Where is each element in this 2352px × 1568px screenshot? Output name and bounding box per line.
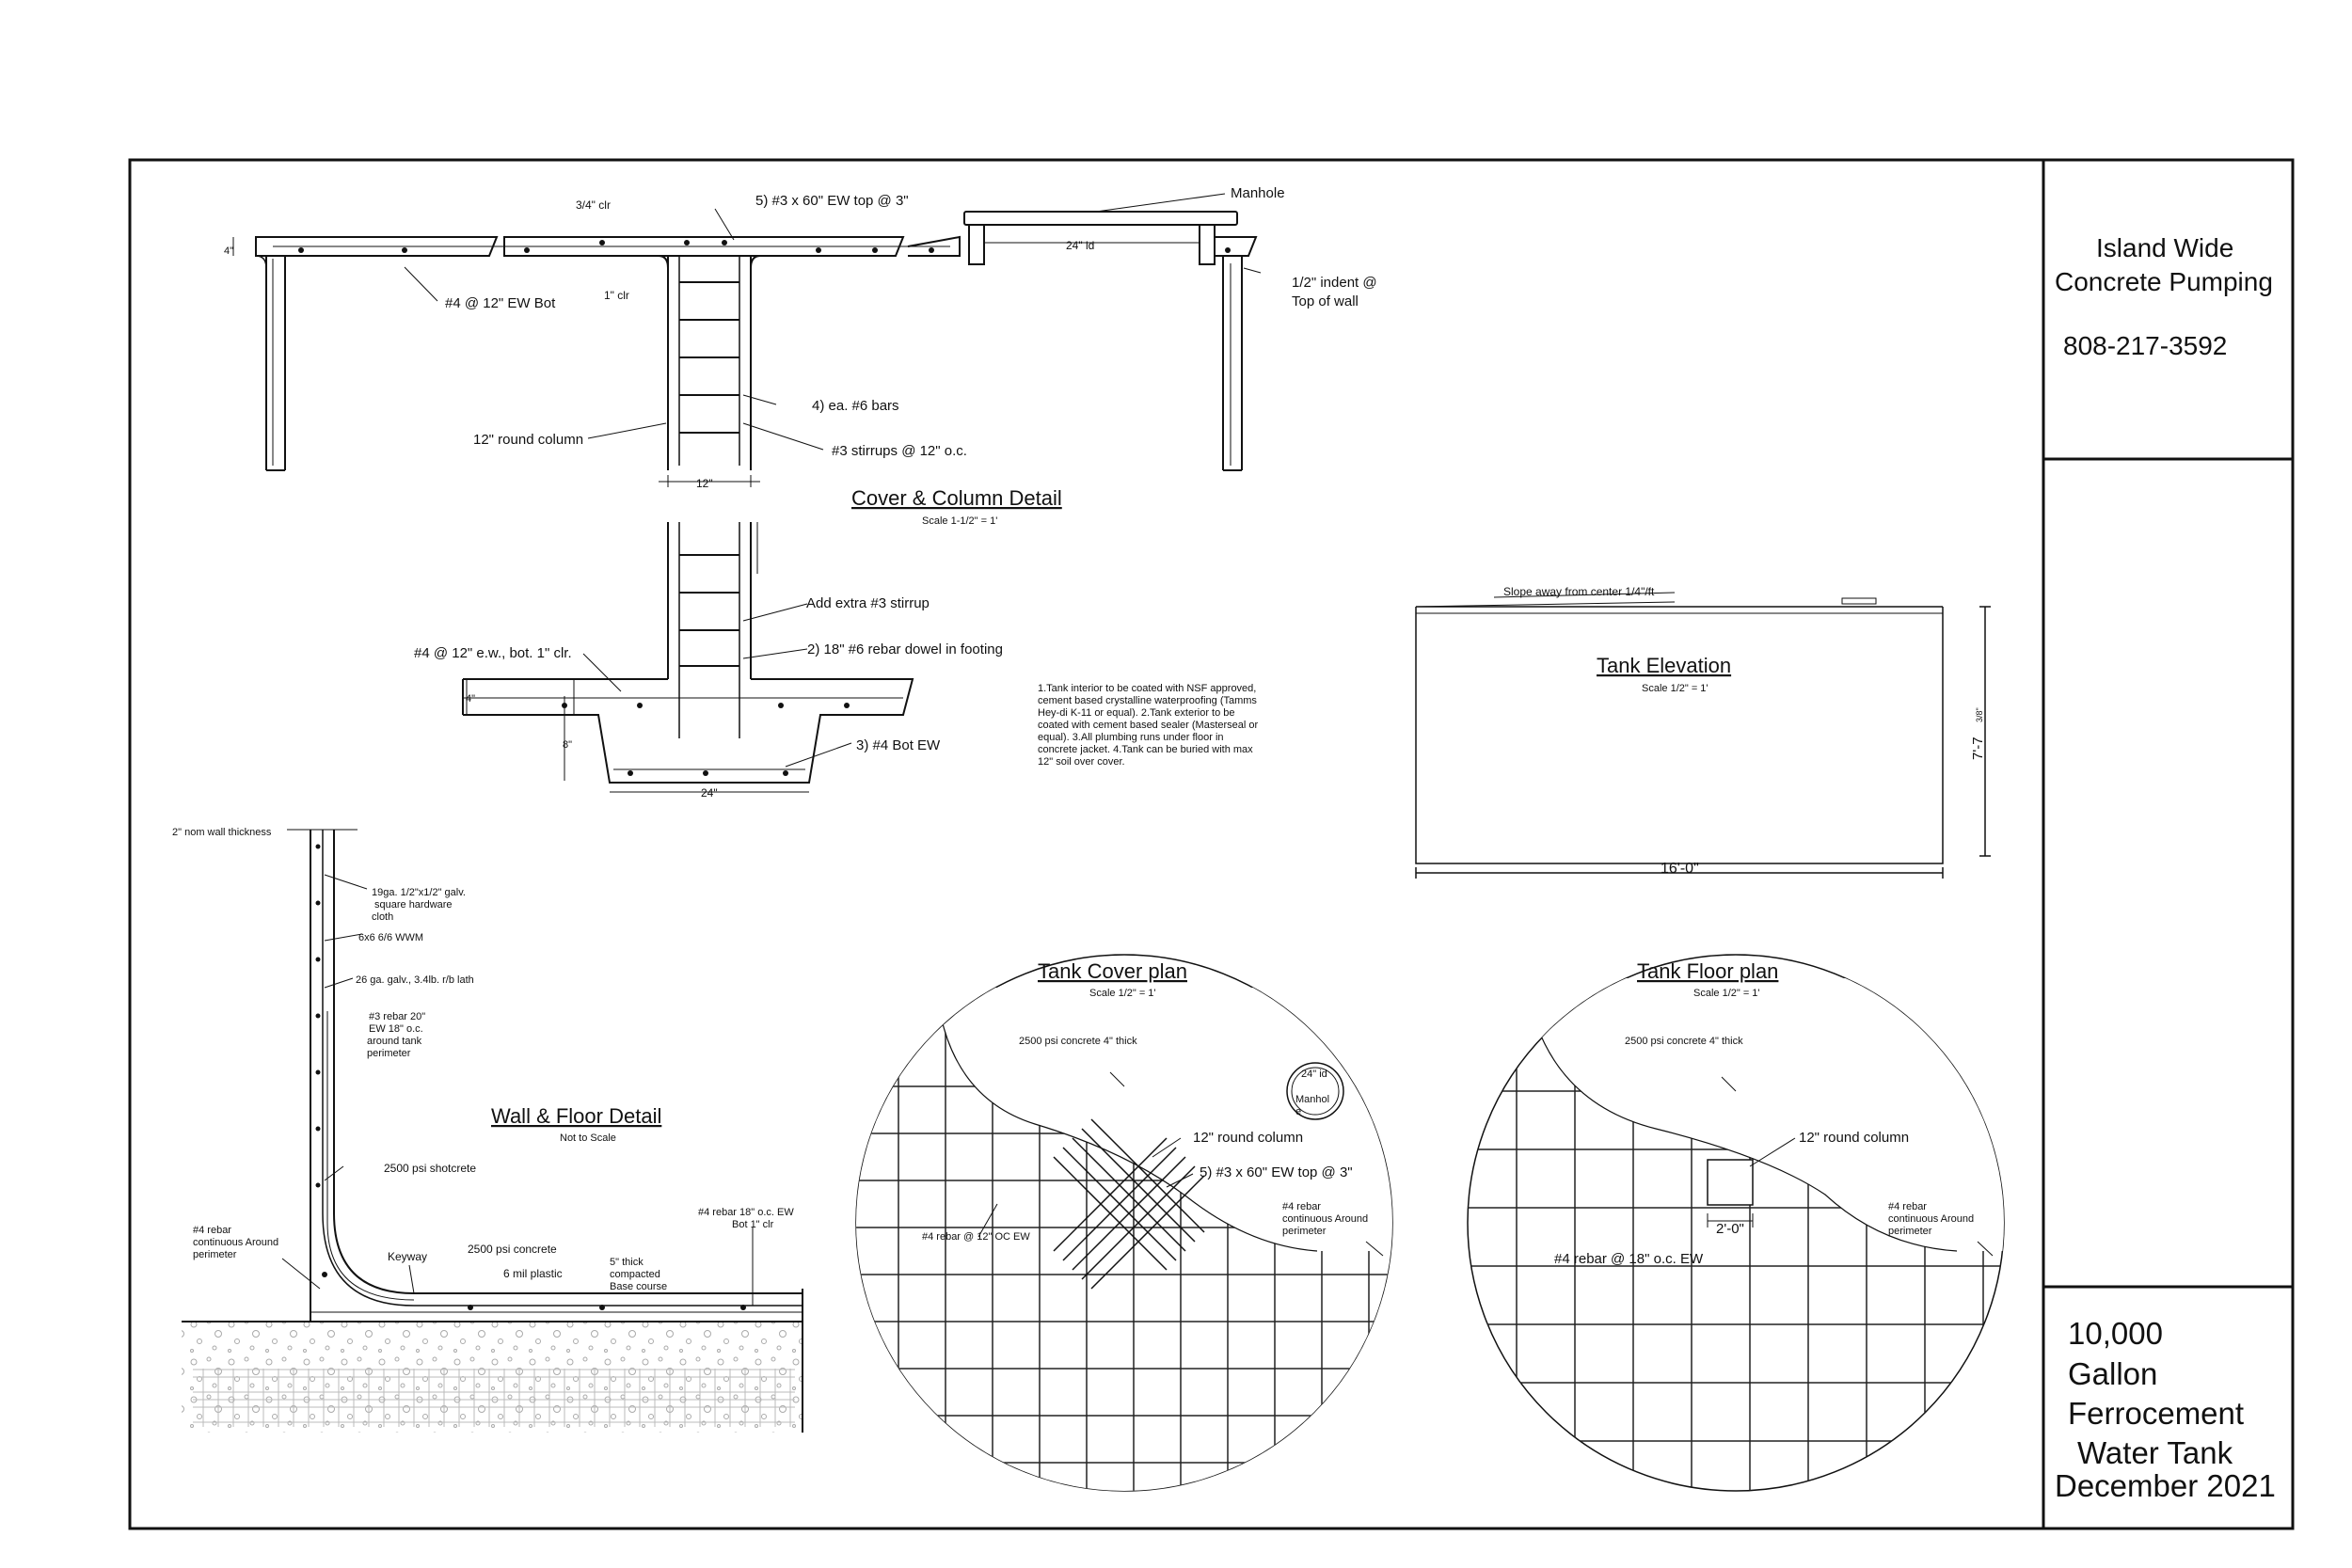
- label-cloth2: square hardware: [374, 899, 453, 911]
- note-line: 12" soil over cover.: [1038, 756, 1125, 768]
- label-dim4: 4": [224, 245, 234, 257]
- floor-plan-column: 12" round column: [1799, 1130, 1910, 1146]
- project-line1: 10,000: [2068, 1316, 2163, 1351]
- floor-plan-cont3: perimeter: [1888, 1226, 1932, 1237]
- label-cloth1: 19ga. 1/2"x1/2" galv.: [372, 887, 466, 898]
- project-line3: Ferrocement: [2068, 1396, 2245, 1431]
- project-date: December 2021: [2055, 1468, 2276, 1503]
- label-cloth3: cloth: [372, 911, 394, 923]
- elevation-title: Tank Elevation: [1597, 654, 1732, 677]
- cover-plan-scale: Scale 1/2" = 1': [1089, 988, 1156, 999]
- label-base1: 5" thick: [610, 1257, 644, 1268]
- label-clr34: 3/4" clr: [576, 198, 611, 212]
- project-line4: Water Tank: [2077, 1435, 2233, 1470]
- floor-plan-concrete: 2500 psi concrete 4" thick: [1625, 1036, 1743, 1047]
- floor-plan-dim: 2'-0": [1716, 1221, 1744, 1237]
- label-keyway: Keyway: [388, 1250, 428, 1263]
- label-dim12: 12": [696, 477, 713, 490]
- cover-plan-title: Tank Cover plan: [1038, 959, 1187, 983]
- cover-column-title: Cover & Column Detail: [851, 486, 1062, 510]
- cover-plan-manhole1: Manhol: [1295, 1094, 1330, 1105]
- tank-elevation: [1416, 593, 1991, 879]
- cover-plan-manhole2: e: [1295, 1106, 1302, 1117]
- label-cont3: perimeter: [193, 1249, 237, 1260]
- label-plastic: 6 mil plastic: [503, 1267, 563, 1280]
- label-lath: 26 ga. galv., 3.4lb. r/b lath: [356, 974, 474, 986]
- label-column: 12" round column: [473, 432, 584, 448]
- label-oc2: Bot 1" clr: [732, 1219, 774, 1230]
- cover-column-scale: Scale 1-1/2" = 1': [922, 515, 998, 527]
- floor-plan-cont1: #4 rebar: [1888, 1201, 1927, 1212]
- wall-floor-detail: [182, 830, 803, 1433]
- label-dowel: 2) 18" #6 rebar dowel in footing: [807, 641, 1003, 657]
- elevation-scale: Scale 1/2" = 1': [1642, 683, 1708, 694]
- label-top-bars: 5) #3 x 60" EW top @ 3": [755, 193, 909, 209]
- company-phone: 808-217-3592: [2063, 331, 2228, 360]
- label-concrete: 2500 psi concrete: [468, 1243, 557, 1256]
- label-cont1: #4 rebar: [193, 1225, 231, 1236]
- label-rebar3: around tank: [367, 1036, 422, 1047]
- floor-plan-title: Tank Floor plan: [1637, 959, 1779, 983]
- company-line1: Island Wide: [2096, 233, 2234, 262]
- cover-plan-cont1: #4 rebar: [1282, 1201, 1321, 1212]
- label-dim24: 24": [701, 786, 718, 800]
- label-manhole: Manhole: [1231, 185, 1285, 201]
- note-line: concrete jacket. 4.Tank can be buried with max: [1038, 744, 1253, 755]
- label-indent2: Top of wall: [1292, 293, 1359, 309]
- company-line2: Concrete Pumping: [2055, 267, 2273, 296]
- label-dim8: 8": [563, 739, 573, 751]
- label-clr1: 1" clr: [604, 289, 629, 302]
- elevation-width: 16'-0": [1661, 861, 1699, 877]
- label-wall: 2" nom wall thickness: [172, 827, 272, 838]
- label-shotcrete: 2500 psi shotcrete: [384, 1162, 477, 1175]
- wall-floor-scale: Not to Scale: [560, 1132, 616, 1144]
- note-line: 1.Tank interior to be coated with NSF approved,: [1038, 683, 1257, 694]
- wall-floor-title: Wall & Floor Detail: [491, 1104, 662, 1128]
- label-footing-dim4: 4": [466, 693, 476, 705]
- elevation-height: 7'-7: [1970, 736, 1986, 760]
- label-cont2: continuous Around: [193, 1237, 279, 1248]
- label-base2: compacted: [610, 1269, 660, 1280]
- label-bot-ew: 3) #4 Bot EW: [856, 737, 941, 753]
- label-rebar1: #3 rebar 20": [369, 1011, 426, 1022]
- note-line: Hey-di K-11 or equal). 2.Tank exterior to be: [1038, 707, 1235, 719]
- label-rebar2: EW 18" o.c.: [369, 1023, 423, 1035]
- floor-plan-scale: Scale 1/2" = 1': [1693, 988, 1760, 999]
- note-line: coated with cement based sealer (Masterseal or: [1038, 720, 1259, 731]
- cover-plan-rebar: #4 rebar @ 12" OC EW: [922, 1231, 1030, 1243]
- label-oc1: #4 rebar 18" o.c. EW: [698, 1207, 794, 1218]
- cover-plan-cont3: perimeter: [1282, 1226, 1327, 1237]
- label-rebar4: perimeter: [367, 1048, 411, 1059]
- label-bot-bars: #4 @ 12" EW Bot: [445, 295, 556, 311]
- label-ew-bot: #4 @ 12" e.w., bot. 1" clr.: [414, 645, 572, 661]
- label-wwm: 6x6 6/6 WWM: [358, 932, 424, 943]
- label-extra-stirrup: Add extra #3 stirrup: [806, 595, 930, 611]
- project-line2: Gallon: [2068, 1356, 2158, 1391]
- label-stirrups: #3 stirrups @ 12" o.c.: [832, 443, 967, 459]
- floor-plan-cont2: continuous Around: [1888, 1213, 1975, 1225]
- cover-plan-manhole-id: 24" id: [1301, 1069, 1327, 1080]
- general-notes: [1038, 683, 1259, 768]
- elevation-height-frac: 3/8": [1975, 707, 1984, 722]
- cover-plan-concrete: 2500 psi concrete 4" thick: [1019, 1036, 1137, 1047]
- label-bars6: 4) ea. #6 bars: [812, 398, 899, 414]
- cover-plan-top-bars: 5) #3 x 60" EW top @ 3": [1200, 1164, 1353, 1180]
- floor-plan-rebar: #4 rebar @ 18" o.c. EW: [1554, 1251, 1704, 1267]
- cover-plan-column: 12" round column: [1193, 1130, 1304, 1146]
- label-base3: Base course: [610, 1281, 668, 1292]
- note-line: cement based crystalline waterproofing (Tamms: [1038, 695, 1257, 706]
- note-line: equal). 3.All plumbing runs under floor in: [1038, 732, 1224, 743]
- label-slope: Slope away from center 1/4"/ft: [1503, 585, 1655, 598]
- cover-plan-cont2: continuous Around: [1282, 1213, 1369, 1225]
- cover-column-detail: [233, 194, 1261, 487]
- label-indent1: 1/2" indent @: [1292, 275, 1377, 291]
- label-id24: 24" id: [1066, 239, 1095, 252]
